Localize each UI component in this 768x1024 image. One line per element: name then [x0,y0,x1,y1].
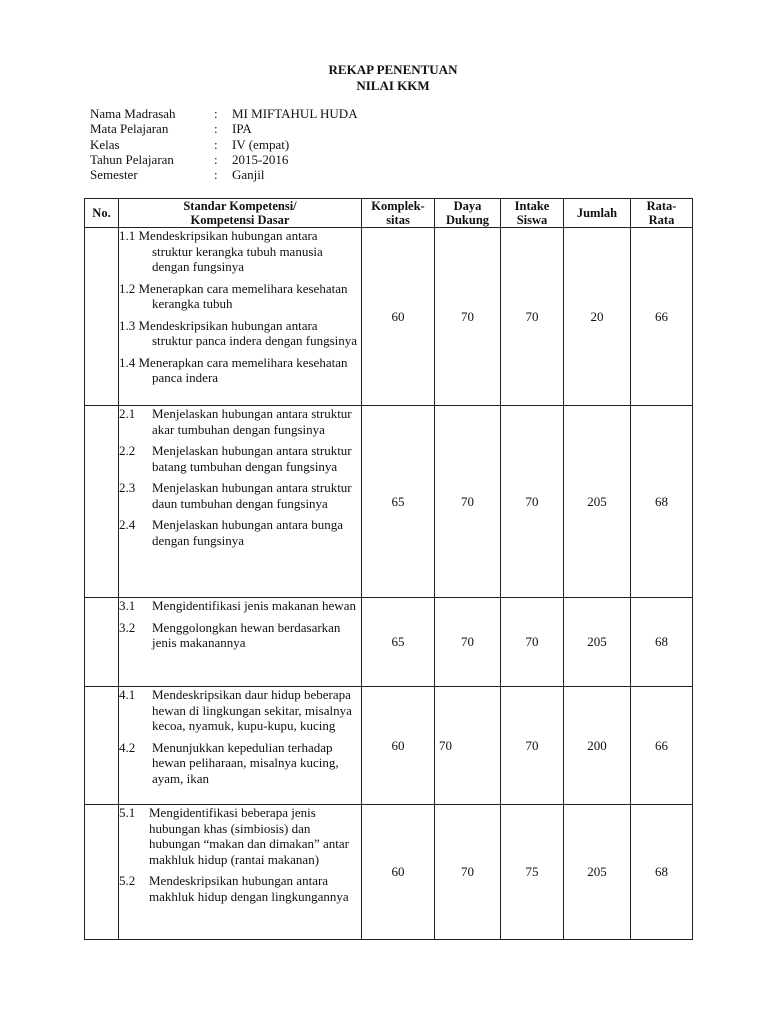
info-row-semester [90,167,358,182]
kd-item [119,805,361,867]
header-jumlah: Jumlah [564,199,631,228]
kd-text: Mengidentifikasi beberapa jenis hubungan khas (simbiosis) dan hubungan “makan dan dimakan” antar makhluk hidup (rantai makanan) [149,805,349,867]
kd-code: 5.2 [119,873,136,888]
jumlah-value: 205 [564,805,631,940]
header-no: No. [85,199,119,228]
daya-dukung-value: 70 [435,406,501,598]
row-no-cell [85,805,119,940]
table-row [85,687,693,805]
kd-cell [119,687,362,805]
kd-item [119,620,361,651]
header-intake-siswa: Intake Siswa [501,199,564,228]
kd-code: 3.1 [119,598,136,613]
kd-cell [119,228,362,406]
kd-text: Menjelaskan hubungan antara struktur akar tumbuhan dengan fungsinya [152,406,352,437]
info-label: Mata Pelajaran [90,121,169,137]
kd-text: Menjelaskan hubungan antara struktur daun tumbuhan dengan fungsinya [152,480,352,511]
table-row [85,228,693,406]
info-colon: : [214,151,218,167]
info-label: Nama Madrasah [90,106,176,121]
kd-code: 3.2 [119,619,136,635]
kd-code: 2.1 [119,406,136,421]
kd-text: Menjelaskan hubungan antara struktur batang tumbuhan dengan fungsinya [152,443,352,474]
kd-item [119,687,361,734]
intake-siswa-value: 70 [501,598,564,687]
info-value: 2015-2016 [232,151,289,167]
info-label: Kelas [90,136,120,152]
kd-item: 1.1 Mendeskripsikan hubungan antara struktur kerangka tubuh manusia dengan fungsinya [119,228,323,274]
rata-rata-value: 68 [631,598,693,687]
kd-cell [119,598,362,687]
kd-text: Mengidentifikasi jenis makanan hewan [152,598,356,613]
info-row-tahun [90,152,358,167]
info-row-kelas [90,137,358,152]
info-value: IPA [232,121,252,137]
info-colon: : [214,106,218,121]
info-block [90,106,358,182]
kd-cell [119,805,362,940]
info-label: Tahun Pelajaran [90,151,174,167]
row-no-cell [85,598,119,687]
kd-item: 1.3 Mendeskripsikan hubungan antara struktur panca indera dengan fungsinya [119,317,358,348]
intake-siswa-value: 70 [501,406,564,598]
kd-item [119,480,361,511]
info-value: MI MIFTAHUL HUDA [232,106,358,121]
info-value: Ganjil [232,167,265,183]
kompleksitas-value: 60 [362,228,435,406]
kd-item [119,443,361,474]
kompleksitas-value: 60 [362,687,435,805]
kd-item [119,517,361,548]
intake-siswa-value: 70 [501,228,564,406]
info-colon: : [214,167,218,183]
kd-code: 4.2 [119,739,136,755]
jumlah-value: 205 [564,598,631,687]
header-rata-rata: Rata- Rata [631,199,693,228]
kd-code: 2.3 [119,480,136,495]
info-value: IV (empat) [232,136,290,152]
daya-dukung-value: 70 [435,805,501,940]
row-no-cell [85,687,119,805]
header-kd: Standar Kompetensi/ Kompetensi Dasar [119,199,362,228]
jumlah-value: 200 [564,687,631,805]
kd-item: 1.4 Menerapkan cara memelihara kesehatan panca indera [119,354,348,385]
daya-dukung-value: 70 [435,598,501,687]
info-row-mapel [90,121,358,136]
kd-item [119,598,361,614]
kd-text: Mendeskripsikan hubungan antara makhluk hidup dengan lingkungannya [149,873,349,904]
kd-item [119,740,361,787]
header-daya-dukung: Daya Dukung [435,199,501,228]
rata-rata-value: 66 [631,687,693,805]
kompleksitas-value: 65 [362,406,435,598]
kkm-table [84,198,693,940]
kd-code: 2.2 [119,443,136,458]
intake-siswa-value: 70 [501,687,564,805]
kd-code: 2.4 [119,517,136,532]
daya-dukung-value: 70 [435,228,501,406]
kd-text: Menggolongkan hewan berdasarkan jenis makanannya [152,619,341,650]
kd-text: Menjelaskan hubungan antara bunga dengan fungsinya [152,517,343,548]
kompleksitas-value: 65 [362,598,435,687]
header-kompleksitas: Komplek- sitas [362,199,435,228]
table-row [85,598,693,687]
document-title-line2: NILAI KKM [356,78,430,93]
kd-item: 1.2 Menerapkan cara memelihara kesehatan kerangka tubuh [119,280,348,311]
info-colon: : [214,136,218,152]
rata-rata-value: 68 [631,805,693,940]
table-row [85,805,693,940]
kd-text: Mendeskripsikan daur hidup beberapa hewan di lingkungan sekitar, misalnya kecoa, nyamuk, kupu-kupu, kucing [152,687,352,733]
row-no-cell [85,228,119,406]
kompleksitas-value: 60 [362,805,435,940]
info-label: Semester [90,167,138,183]
kd-code: 4.1 [119,687,136,702]
table-header-row [85,199,693,228]
kd-code: 5.1 [119,805,136,820]
table-row [85,406,693,598]
rata-rata-value: 68 [631,406,693,598]
document-title-line1: REKAP PENENTUAN [328,62,458,77]
info-row-madrasah [90,106,358,121]
row-no-cell [85,406,119,598]
kd-item [119,406,361,437]
intake-siswa-value: 75 [501,805,564,940]
daya-dukung-value: 70 [435,687,501,805]
kd-item [119,873,361,904]
jumlah-value: 20 [564,228,631,406]
info-colon: : [214,121,218,137]
kd-text: Menunjukkan kepedulian terhadap hewan peliharaan, misalnya kucing, ayam, ikan [152,739,339,786]
rata-rata-value: 66 [631,228,693,406]
jumlah-value: 205 [564,406,631,598]
kd-cell [119,406,362,598]
